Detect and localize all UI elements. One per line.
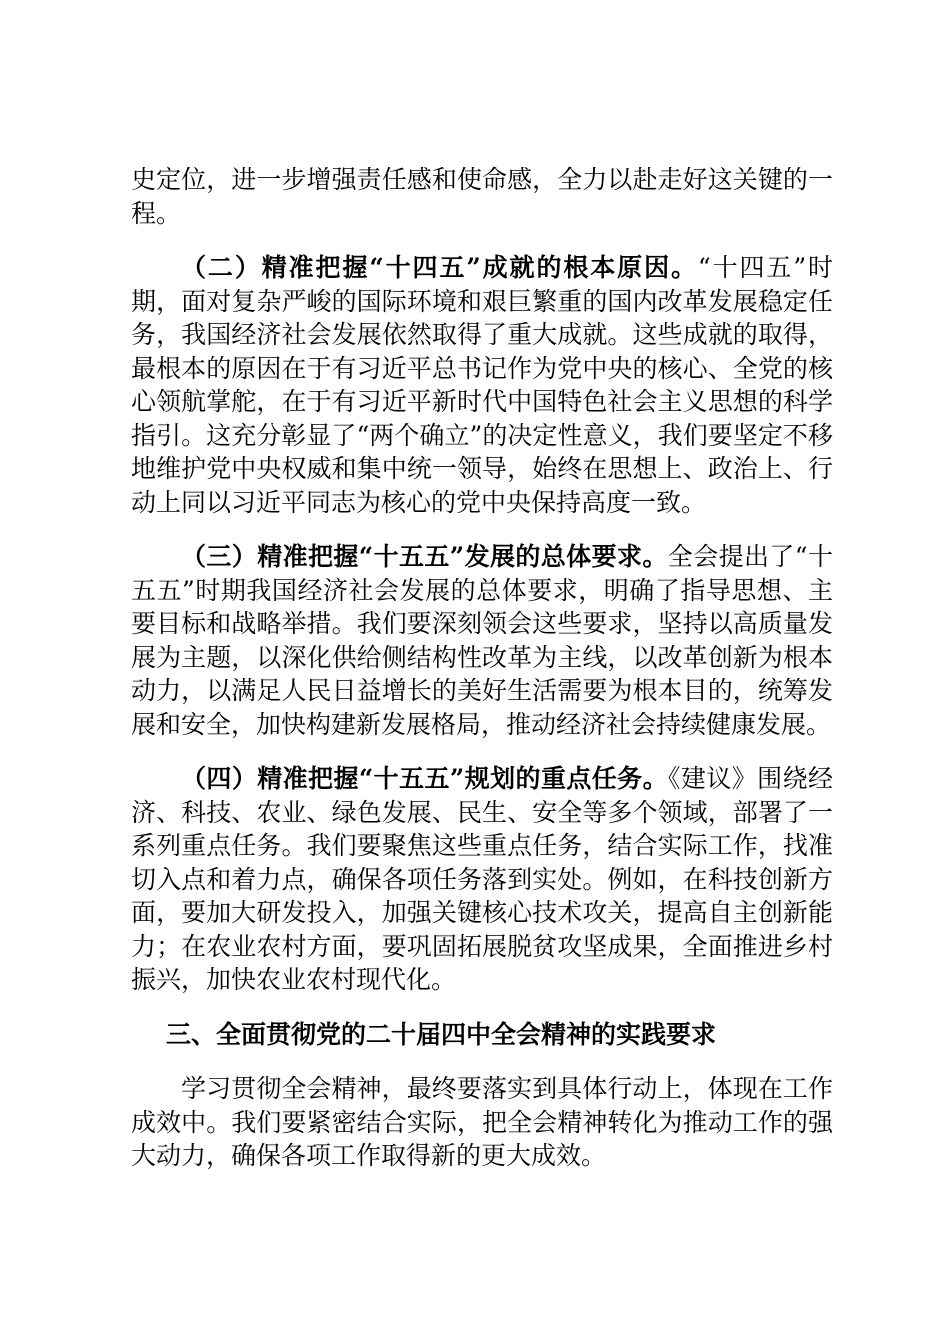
paragraph-text: “十四五”时期，面对复杂严峻的国际环境和艰巨繁重的国内改革发展稳定任务，我国经济社会发展依然取得了重大成就。这些成就的取得，最根本的原因在于有习近平总书记作为党中央的核心、全党的核心领航掌舵，在于有习近平新时代中国特色社会主义思想的科学指引。这充分彰显了“两个确立”的决定性意义，我们要坚定不移地维护党中央权威和集中统一领导，始终在思想上、政治上、行动上同以习近平同志为核心的党中央保持高度一致。 — [131, 253, 834, 517]
paragraph-lead: （四）精准把握“十五五”规划的重点任务。 — [181, 764, 669, 793]
paragraph-text: 《建议》围绕经济、科技、农业、绿色发展、民生、安全等多个领域，部署了一系列重点任务。我们要聚焦这些重点任务，结合实际工作，找准切入点和着力点，确保各项任务落到实处。例如，在科技创新方面，要加大研发投入，加强关键核心技术攻关，提高自主创新能力；在农业农村方面，要巩固拓展脱贫攻坚成果，全面推进乡村振兴，加快农业农村现代化。 — [131, 764, 833, 994]
paragraph-text: 史定位，进一步增强责任感和使命感，全力以赴走好这关键的一程。 — [131, 165, 833, 228]
paragraph-2 — [131, 251, 833, 519]
paragraph-text: 全会提出了“十五五”时期我国经济社会发展的总体要求，明确了指导思想、主要目标和战略举措。我们要深刻领会这些要求，坚持以高质量发展为主题，以深化供给侧结构性改革为主线，以改革创新为根本动力，以满足人民日益增长的美好生活需要为根本目的，统筹发展和安全，加快构建新发展格局，推动经济社会持续健康发展。 — [131, 542, 833, 739]
paragraph-lead: （三）精准把握“十五五”发展的总体要求。 — [181, 542, 668, 571]
paragraph-lead: （二）精准把握“十四五”成就的根本原因。 — [181, 253, 698, 282]
paragraph-continued — [131, 163, 833, 230]
document-body — [131, 163, 833, 1194]
paragraph-closing: 学习贯彻全会精神，最终要落实到具体行动上，体现在工作成效中。我们要紧密结合实际，把全会精神转化为推动工作的强大动力，确保各项工作取得新的更大成效。 — [131, 1074, 833, 1170]
paragraph-3 — [131, 540, 833, 741]
paragraph-4 — [131, 762, 833, 997]
section-heading: 三、全面贯彻党的二十届四中全会精神的实践要求 — [166, 1019, 717, 1049]
